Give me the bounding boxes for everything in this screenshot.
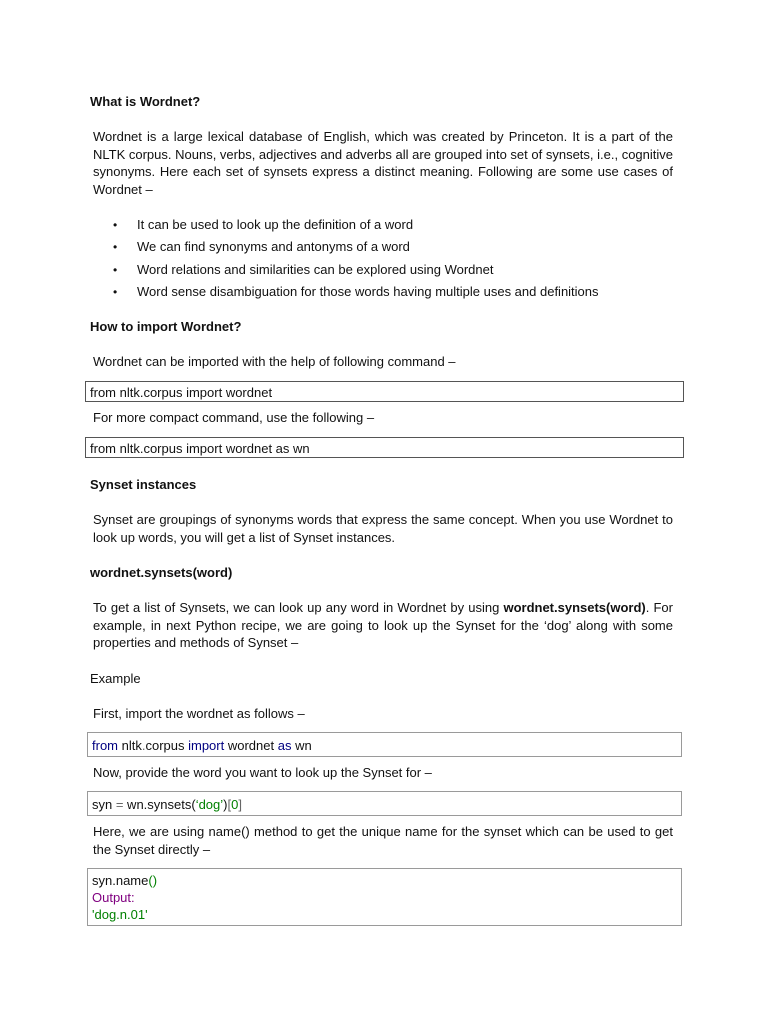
code-module: nltk	[118, 738, 142, 753]
example-label: Example	[90, 671, 141, 686]
code-block-import-as: from nltk.corpus import wordnet as wn	[85, 437, 684, 458]
code-line-call	[92, 872, 677, 889]
code-equals: =	[115, 797, 124, 812]
code-name-call: syn.name	[92, 873, 149, 888]
code-left-bracket: [	[227, 797, 232, 812]
list-item: • We can find synonyms and antonyms of a word	[113, 236, 673, 258]
code-block-synsets	[87, 791, 682, 816]
import-instruction: Wordnet can be imported with the help of following command –	[93, 354, 456, 369]
step-import: First, import the wordnet as follows –	[93, 706, 305, 721]
code-var: syn	[92, 797, 116, 812]
step-provide-word: Now, provide the word you want to look up the Synset for –	[93, 765, 432, 780]
intro-paragraph: Wordnet is a large lexical database of English, which was created by Princeton. It is a part of the NLTK corpus. Nouns, verbs, adjectives and adverbs all are grouped into set of synsets, i.e., cognitive synonyms. Here each set of synsets express a distinct meaning. Following are some use cases of Wordnet –	[93, 129, 674, 197]
heading-synset-instances: Synset instances	[90, 477, 197, 492]
code-name: wordnet	[224, 738, 278, 753]
code-block-import-colored	[87, 732, 682, 757]
code-corpus: corpus	[145, 738, 189, 753]
heading-what-is-wordnet: What is Wordnet?	[90, 94, 201, 109]
code-block-name	[87, 868, 682, 926]
use-case-list	[113, 214, 673, 304]
code-close-paren: )	[223, 797, 228, 812]
synsets-paragraph	[93, 599, 673, 652]
step-name-method: Here, we are using name() method to get the unique name for the synset which can be used to get the Synset directly –	[93, 824, 673, 857]
code-string: ‘dog’	[195, 797, 224, 812]
code-keyword-from: from	[92, 738, 118, 753]
heading-synsets-word: wordnet.synsets(word)	[90, 565, 233, 580]
list-item: • Word sense disambiguation for those words having multiple uses and definitions	[113, 281, 673, 303]
code-dot: .	[141, 738, 146, 753]
synsets-text-after: . For example, in next Python recipe, we are going to look up the Synset for the ‘dog’ along with some properties and methods of Synset –	[93, 600, 673, 650]
code-keyword-import: import	[188, 738, 225, 753]
compact-instruction: For more compact command, use the following –	[93, 410, 375, 425]
code-alias: wn	[291, 738, 312, 753]
code-right-bracket: ]	[238, 797, 242, 812]
code-output-label: Output:	[92, 890, 135, 905]
synsets-text-before: To get a list of Synsets, we can look up any word in Wordnet by using	[93, 600, 504, 615]
list-item: • Word relations and similarities can be explored using Wordnet	[113, 259, 673, 281]
heading-how-to-import: How to import Wordnet?	[90, 319, 242, 334]
code-keyword-as: as	[277, 738, 292, 753]
code-call: wn.synsets(	[123, 797, 196, 812]
synset-instances-paragraph: Synset are groupings of synonyms words that express the same concept. When you use Wordnet to look up words, you will get a list of Synset instances.	[93, 512, 673, 545]
code-index: 0	[231, 797, 239, 812]
code-output-value: 'dog.n.01'	[92, 907, 148, 922]
code-block-import: from nltk.corpus import wordnet	[85, 381, 684, 402]
code-parens: ()	[148, 873, 158, 888]
list-item: • It can be used to look up the definition of a word	[113, 214, 673, 236]
synsets-text-bold: wordnet.synsets(word)	[503, 600, 646, 615]
